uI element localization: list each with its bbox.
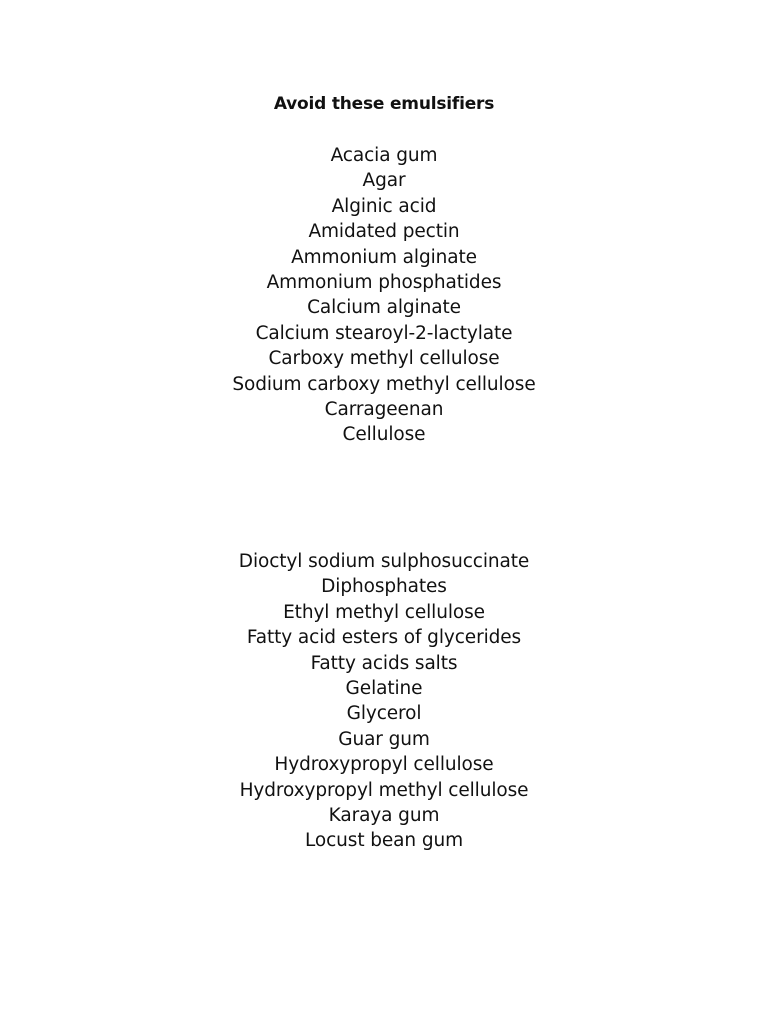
list-item: Fatty acids salts (310, 652, 458, 674)
page-title: Avoid these emulsifiers (273, 94, 495, 114)
list-item: Guar gum (338, 728, 430, 750)
list-item: Ammonium phosphatides (266, 271, 502, 293)
list-item: Glycerol (346, 703, 422, 725)
list-item: Agar (362, 170, 406, 192)
list-item: Carboxy methyl cellulose (268, 348, 500, 370)
list-item: Calcium alginate (307, 297, 461, 319)
list-item: Dioctyl sodium sulphosuccinate (238, 551, 530, 572)
emulsifier-list-1 (0, 143, 768, 448)
list-item: Carrageenan (324, 398, 444, 420)
list-item: Ethyl methyl cellulose (283, 601, 485, 623)
list-item: Locust bean gum (304, 830, 464, 852)
list-item: Cellulose (342, 424, 426, 446)
list-item: Karaya gum (328, 804, 440, 826)
list-item: Gelatine (345, 677, 423, 699)
list-item: Sodium carboxy methyl cellulose (232, 373, 536, 395)
list-item: Ammonium alginate (291, 246, 477, 268)
list-item: Amidated pectin (308, 221, 460, 243)
emulsifier-list-2 (0, 549, 768, 854)
list-item: Diphosphates (321, 576, 447, 598)
list-item: Calcium stearoyl-2-lactylate (255, 322, 513, 344)
list-item: Hydroxypropyl cellulose (274, 754, 494, 776)
list-item: Alginic acid (331, 195, 437, 217)
list-item: Fatty acid esters of glycerides (246, 627, 522, 649)
list-item: Hydroxypropyl methyl cellulose (239, 779, 529, 801)
list-item: Acacia gum (330, 145, 438, 166)
